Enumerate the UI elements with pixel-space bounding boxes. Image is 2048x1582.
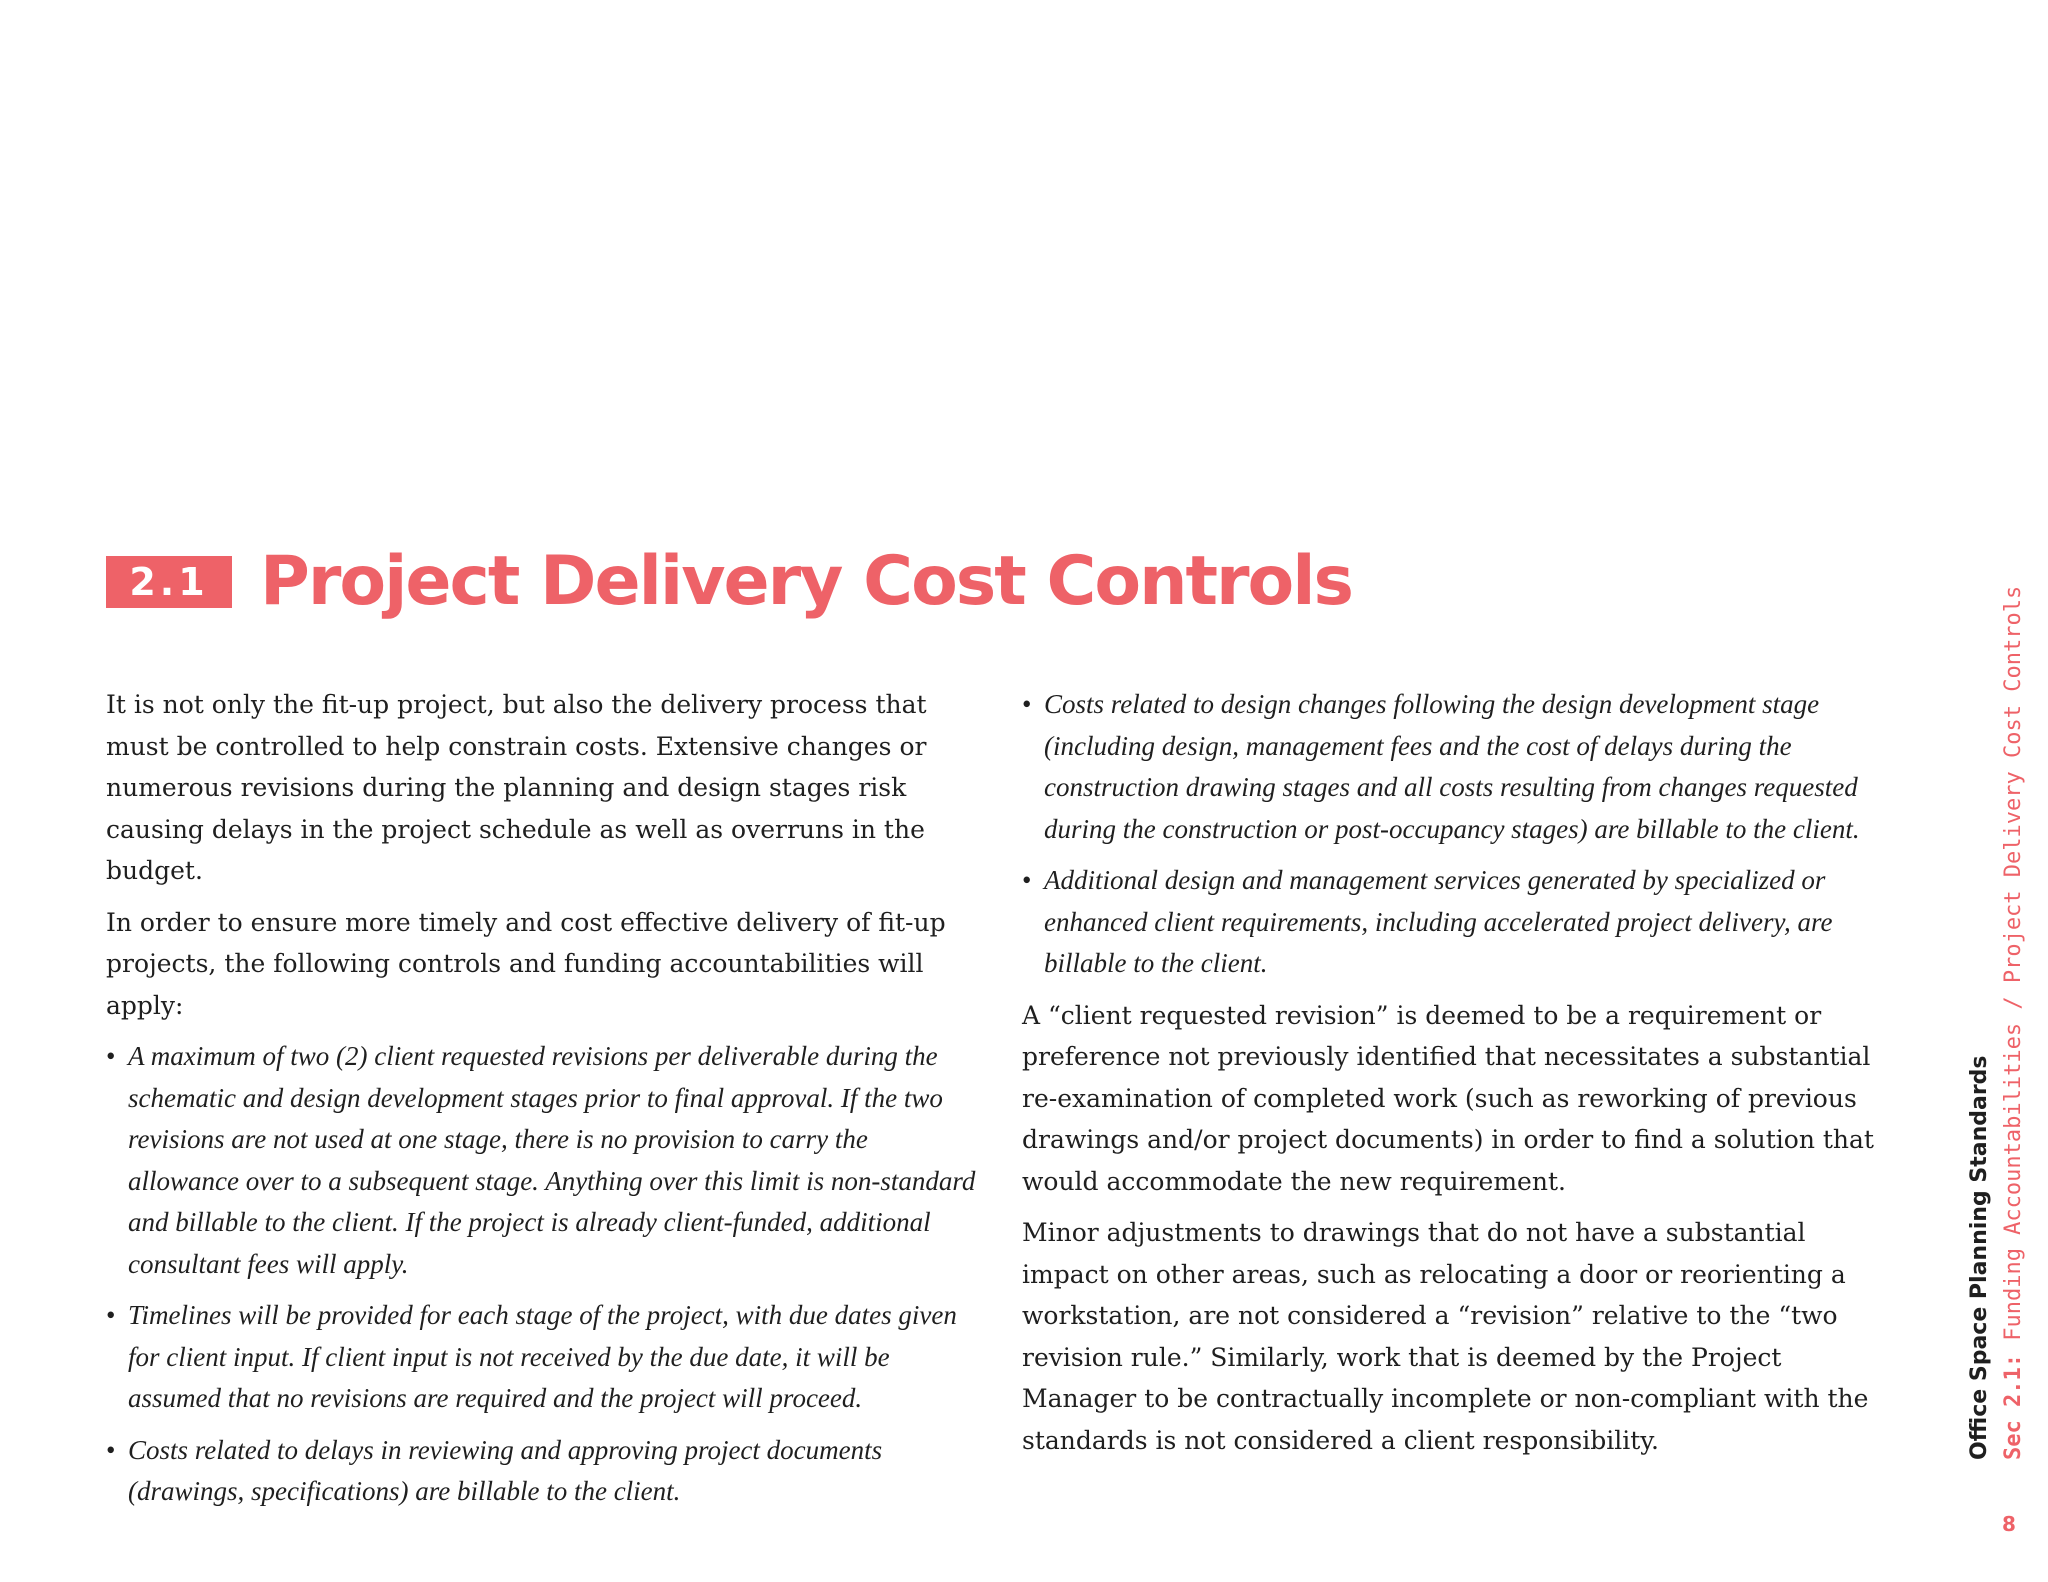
list-item: • Timelines will be provided for each stage of the project, with due dates given for client input. If client input is not received by the due date, it will be assumed that no revisions are required and the project will proceed. xyxy=(106,1295,984,1420)
controls-list xyxy=(106,1036,984,1513)
section-number-badge: 2.1 xyxy=(106,556,232,608)
controls-intro-paragraph: In order to ensure more timely and cost effective delivery of fit-up projects, the following controls and funding accountabilities will apply: xyxy=(106,907,946,1020)
controls-list-continued xyxy=(1022,684,1890,985)
intro-paragraph: It is not only the fit-up project, but also the delivery process that must be controlled to help constrain costs. Extensive changes or numerous revisions during the planning and design stages risk causing delays in the project schedule as well as overruns in the budget. xyxy=(106,690,927,885)
document-title: Office Space Planning Standards xyxy=(1967,1055,1992,1460)
section-label: Sec 2.1: xyxy=(2001,1354,2026,1460)
minor-adjustments-paragraph: Minor adjustments to drawings that do not have a substantial impact on other areas, such as relocating a door or reorienting a workstation, are not considered a “revision” relative to the “two revision rule.” Similarly, work that is deemed by the Project Manager to be contractually incomplete or non-compliant with the standards is not considered a client responsibility. xyxy=(1022,1218,1869,1455)
right-column xyxy=(1022,684,1890,1471)
section-path xyxy=(1997,586,2031,1460)
page-title: Project Delivery Cost Controls xyxy=(260,542,1353,621)
left-column xyxy=(106,684,984,1523)
section-path-text: Funding Accountabilities / Project Delivery Cost Controls xyxy=(2001,585,2026,1341)
revision-definition-paragraph: A “client requested revision” is deemed to be a requirement or preference not previously identified that necessitates a substantial re-examination of completed work (such as reworking of previous drawings and/or project documents) in order to find a solution that would accommodate the new requirement. xyxy=(1022,1000,1874,1196)
list-item: • Additional design and management services generated by specialized or enhanced client requirements, including accelerated project delivery, are billable to the client. xyxy=(1022,860,1890,985)
list-item: • Costs related to design changes following the design development stage (including design, management fees and the cost of delays during the construction drawing stages and all costs resulting from changes requested during the construction or post-occupancy stages) are billable to the client. xyxy=(1022,684,1890,850)
list-item: • Costs related to delays in reviewing and approving project documents (drawings, specifications) are billable to the client. xyxy=(106,1430,984,1513)
list-item: • A maximum of two (2) client requested revisions per deliverable during the schematic and design development stages prior to final approval. If the two revisions are not used at one stage, there is no provision to carry the allowance over to a subsequent stage. Anything over this limit is non-standard and billable to the client. If the project is already client-funded, additional consultant fees will apply. xyxy=(106,1036,984,1285)
running-header xyxy=(1963,586,2031,1460)
section-heading xyxy=(106,542,1353,621)
page-number: 8 xyxy=(2002,1512,2016,1536)
